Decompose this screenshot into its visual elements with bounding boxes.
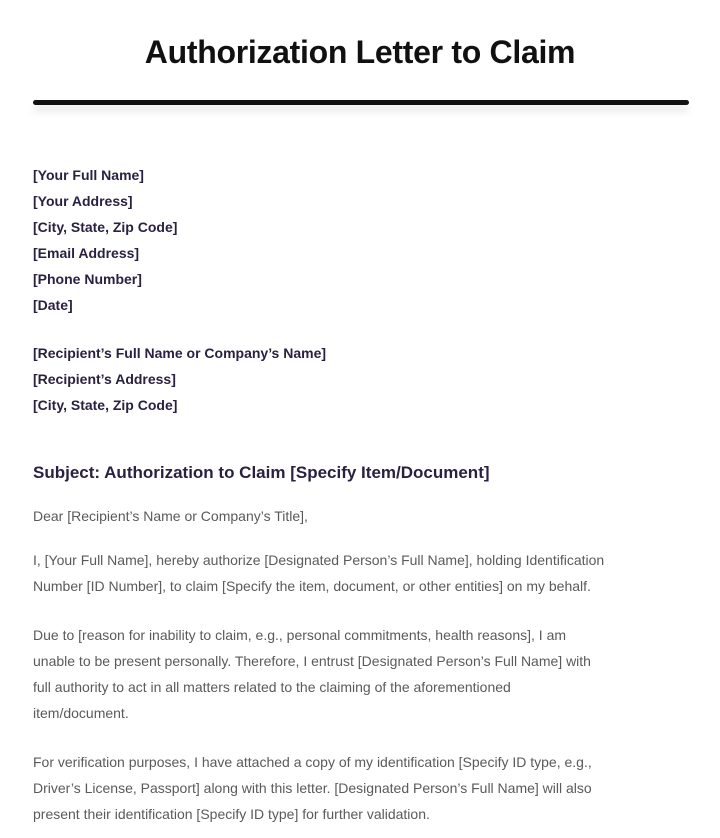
greeting-text: Dear [Recipient’s Name or Company’s Title], [33, 508, 308, 524]
recipient-city-state-zip: [City, State, Zip Code] [33, 397, 178, 413]
sender-address-block [33, 162, 177, 318]
sender-email: [Email Address] [33, 245, 140, 261]
recipient-address-block [33, 340, 326, 418]
paragraph-line: I, [Your Full Name], hereby authorize [Designated Person’s Full Name], holding Identification [33, 552, 605, 568]
document-title: Authorization Letter to Claim [144, 34, 576, 70]
sender-address: [Your Address] [33, 193, 133, 209]
title-divider [33, 100, 689, 105]
paragraph-authorization [33, 547, 693, 599]
paragraph-line: unable to be present personally. Therefore, I entrust [Designated Person’s Full Name] with [33, 653, 591, 669]
paragraph-line: item/document. [33, 705, 129, 721]
paragraph-reason [33, 622, 693, 726]
paragraph-line: Driver’s License, Passport] along with this letter. [Designated Person’s Full Name] will also [33, 780, 592, 796]
paragraph-line: full authority to act in all matters related to the claiming of the aforementioned [33, 679, 511, 695]
sender-phone: [Phone Number] [33, 271, 142, 287]
sender-city-state-zip: [City, State, Zip Code] [33, 219, 178, 235]
recipient-name: [Recipient’s Full Name or Company’s Name] [33, 345, 327, 361]
paragraph-verification [33, 749, 693, 827]
paragraph-line: Due to [reason for inability to claim, e.g., personal commitments, health reasons], I am [33, 627, 567, 643]
paragraph-line: Number [ID Number], to claim [Specify the item, document, or other entities] on my behalf. [33, 578, 591, 594]
letter-date: [Date] [33, 297, 73, 313]
subject-line: Subject: Authorization to Claim [Specify Item/Document] [33, 463, 490, 482]
recipient-address: [Recipient’s Address] [33, 371, 176, 387]
greeting [33, 503, 693, 529]
sender-full-name: [Your Full Name] [33, 167, 144, 183]
paragraph-line: present their identification [Specify ID type] for further validation. [33, 806, 430, 822]
paragraph-line: For verification purposes, I have attached a copy of my identification [Specify ID type, e.g., [33, 754, 592, 770]
